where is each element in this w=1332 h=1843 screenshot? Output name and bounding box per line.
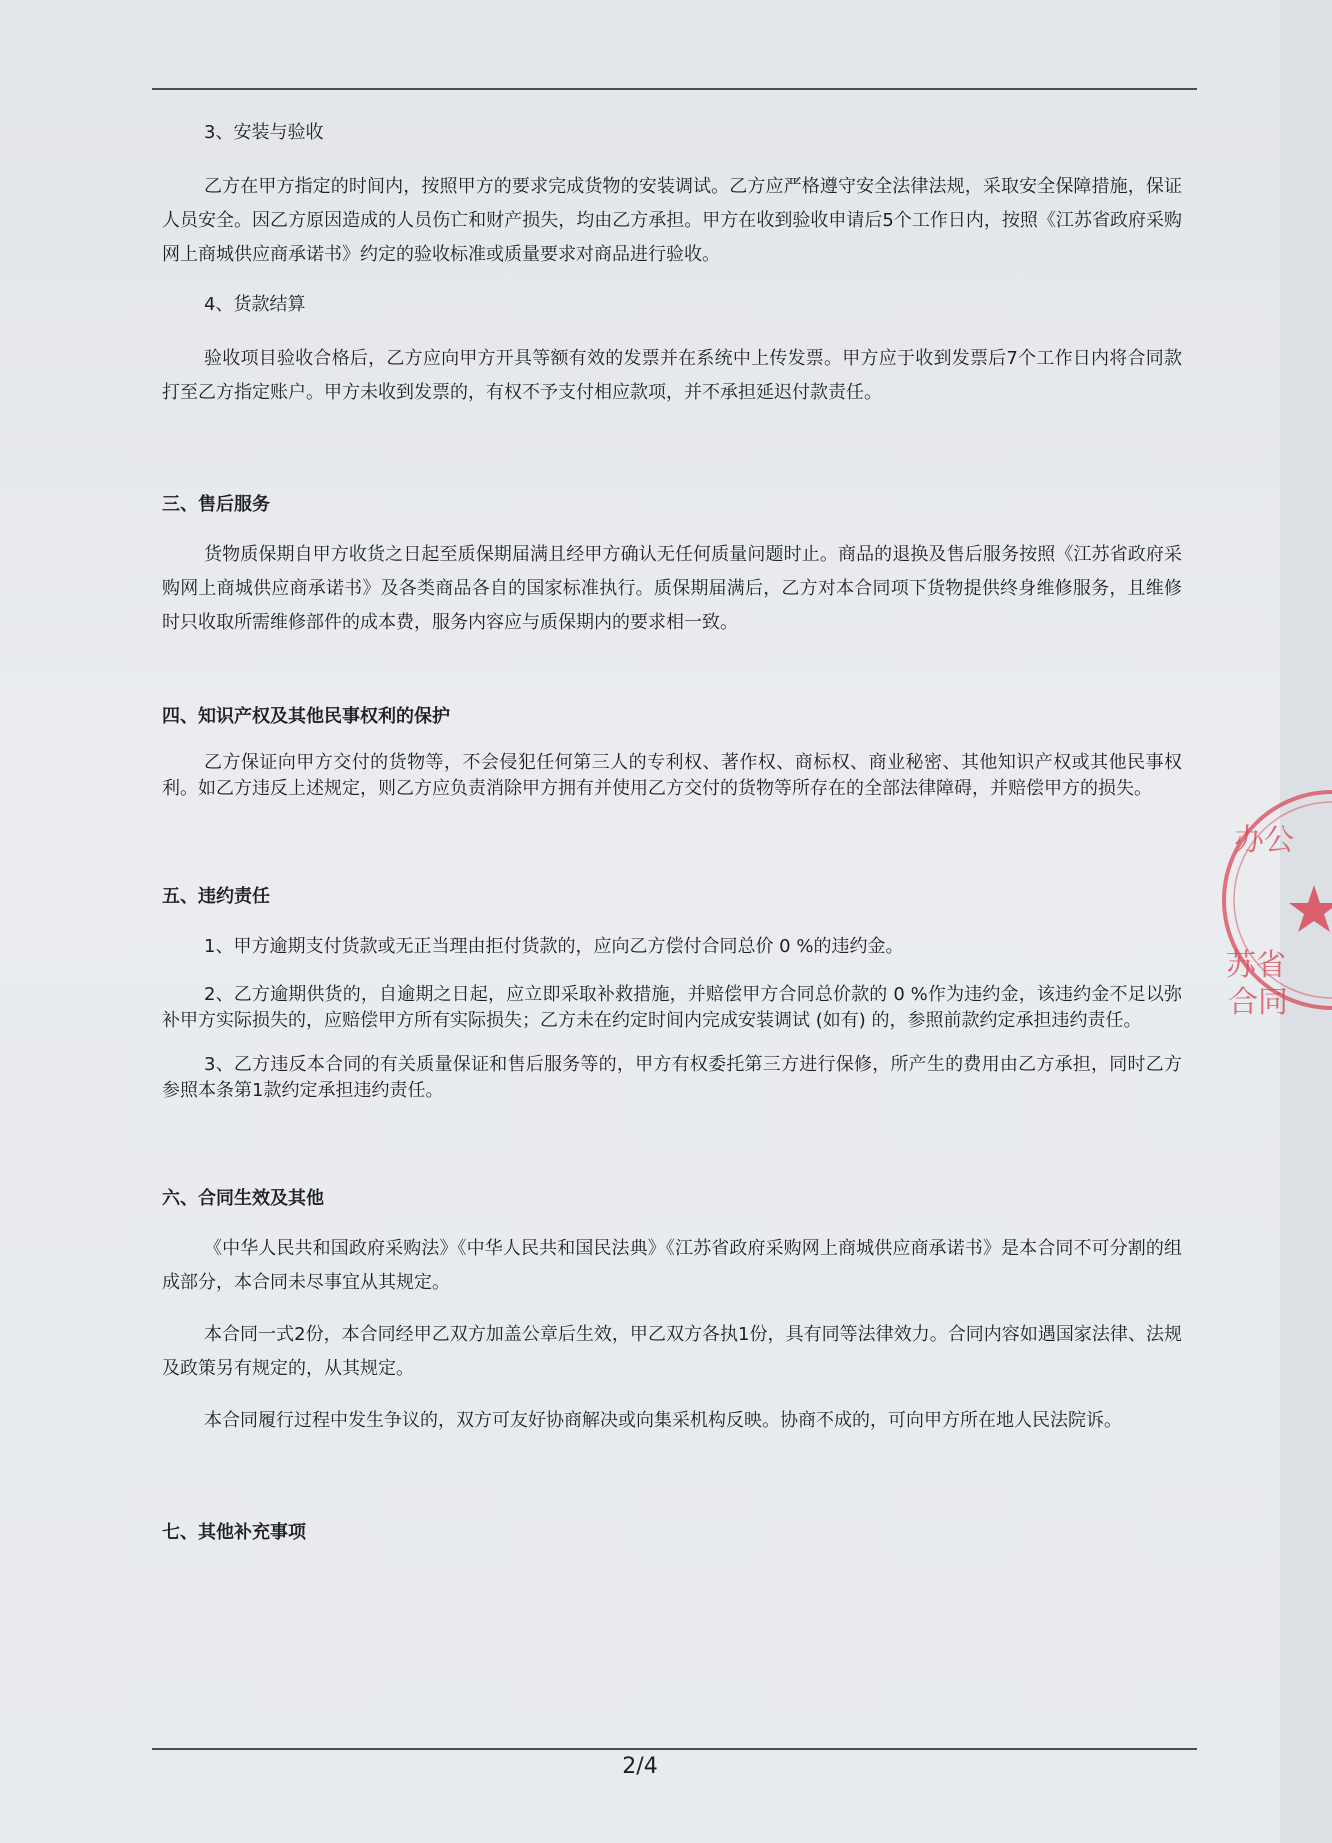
paragraph-breach-clause-3: 3、乙方违反本合同的有关质量保证和售后服务等的，甲方有权委托第三方进行保修，所产生的费用由乙方承担，同时乙方参照本条第1款约定承担违约责任。 bbox=[162, 1054, 1182, 1101]
heading-supplementary-matters: 七、其他补充事项 bbox=[162, 1522, 306, 1543]
paragraph-contract-effect-laws: 《中华人民共和国政府采购法》《中华人民共和国民法典》《江苏省政府采购网上商城供应商承诺书》是本合同不可分割的组成部分，本合同未尽事宜从其规定。 bbox=[162, 1238, 1182, 1293]
svg-text:合同: 合同 bbox=[1228, 985, 1288, 1020]
section-spacer bbox=[162, 1456, 1182, 1518]
subheading-payment-settlement: 4、货款结算 bbox=[204, 294, 306, 315]
paragraph-installation-acceptance: 乙方在甲方指定的时间内，按照甲方的要求完成货物的安装调试。乙方应严格遵守安全法律法规，采取安全保障措施，保证人员安全。因乙方原因造成的人员伤亡和财产损失，均由乙方承担。甲方在收到验收申请后5个工作日内，按照《江苏省政府采购网上商城供应商承诺书》约定的验收标准或质量要求对商品进行验收。 bbox=[162, 176, 1182, 265]
subheading-installation-acceptance: 3、安装与验收 bbox=[204, 122, 324, 143]
svg-text:办公: 办公 bbox=[1234, 823, 1294, 858]
bottom-rule bbox=[152, 1748, 1197, 1750]
section-spacer bbox=[162, 428, 1182, 490]
top-rule bbox=[152, 88, 1197, 90]
heading-after-sales-service: 三、售后服务 bbox=[162, 494, 270, 515]
svg-text:苏省: 苏省 bbox=[1226, 948, 1286, 983]
heading-contract-effect: 六、合同生效及其他 bbox=[162, 1188, 324, 1209]
section-spacer bbox=[162, 658, 1182, 702]
section-spacer bbox=[162, 820, 1182, 882]
paragraph-ip-protection: 乙方保证向甲方交付的货物等，不会侵犯任何第三人的专利权、著作权、商标权、商业秘密、其他知识产权或其他民事权利。如乙方违反上述规定，则乙方应负责消除甲方拥有并使用乙方交付的货物等所存在的全部法律障碍，并赔偿甲方的损失。 bbox=[162, 752, 1182, 799]
paragraph-dispute-resolution: 本合同履行过程中发生争议的，双方可友好协商解决或向集采机构反映。协商不成的，可向甲方所在地人民法院诉。 bbox=[204, 1410, 1122, 1431]
paragraph-breach-clause-1: 1、甲方逾期支付货款或无正当理由拒付货款的，应向乙方偿付合同总价 0 %的违约金。 bbox=[204, 936, 904, 957]
page-number: 2/4 bbox=[622, 1754, 658, 1779]
paragraph-contract-copies: 本合同一式2份，本合同经甲乙双方加盖公章后生效，甲乙双方各执1份，具有同等法律效力。合同内容如遇国家法律、法规及政策另有规定的，从其规定。 bbox=[162, 1324, 1182, 1379]
paragraph-breach-clause-2: 2、乙方逾期供货的，自逾期之日起，应立即采取补救措施，并赔偿甲方合同总价款的 0 %作为违约金，该违约金不足以弥补甲方实际损失的，应赔偿甲方所有实际损失；乙方未在约定时间内完成安装调试 (如有) 的，参照前款约定承担违约责任。 bbox=[162, 984, 1182, 1031]
paragraph-payment-settlement: 验收项目验收合格后，乙方应向甲方开具等额有效的发票并在系统中上传发票。甲方应于收到发票后7个工作日内将合同款打至乙方指定账户。甲方未收到发票的，有权不予支付相应款项，并不承担延迟付款责任。 bbox=[162, 348, 1182, 403]
paragraph-after-sales-service: 货物质保期自甲方收货之日起至质保期届满且经甲方确认无任何质量问题时止。商品的退换及售后服务按照《江苏省政府采购网上商城供应商承诺书》及各类商品各自的国家标准执行。质保期届满后，乙方对本合同项下货物提供终身维修服务，且维修时只收取所需维修部件的成本费，服务内容应与质保期内的要求相一致。 bbox=[162, 544, 1182, 633]
heading-breach-liability: 五、违约责任 bbox=[162, 886, 270, 907]
heading-ip-protection: 四、知识产权及其他民事权利的保护 bbox=[162, 706, 450, 727]
official-seal-stamp bbox=[1222, 780, 1332, 1040]
section-spacer bbox=[162, 1122, 1182, 1184]
document-body bbox=[162, 118, 1182, 1566]
